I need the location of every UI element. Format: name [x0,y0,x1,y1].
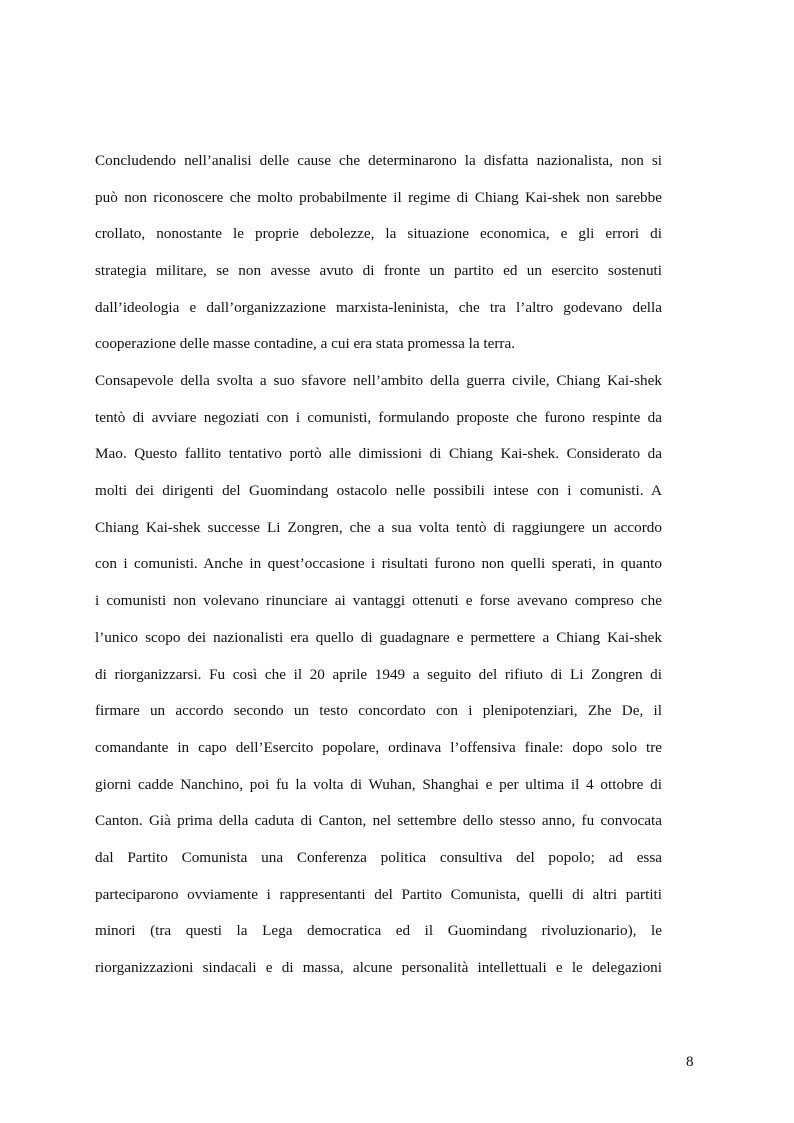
text-line: Chiang Kai-shek successe Li Zongren, che a sua volta tentò di raggiungere un accordo [95,518,662,536]
text-line: parteciparono ovviamente i rappresentanti del Partito Comunista, quelli di altri partiti [95,885,662,903]
text-line: Mao. Questo fallito tentativo portò alle dimissioni di Chiang Kai-shek. Considerato da [95,445,662,463]
text-line: Canton. Già prima della caduta di Canton, nel settembre dello stesso anno, fu convocata [95,812,662,830]
text-line: con i comunisti. Anche in quest’occasione i risultati furono non quelli sperati, in quanto [95,555,662,573]
text-line: i comunisti non volevano rinunciare ai vantaggi ottenuti e forse avevano compreso che [95,592,662,610]
text-line: dall’ideologia e dall’organizzazione marxista-leninista, che tra l’altro godevano della [95,298,662,316]
text-line: tentò di avviare negoziati con i comunisti, formulando proposte che furono respinte da [95,408,662,426]
text-line: comandante in capo dell’Esercito popolare, ordinava l’offensiva finale: dopo solo tre [95,738,662,756]
text-line: Consapevole della svolta a suo sfavore nell’ambito della guerra civile, Chiang Kai-shek [95,372,662,389]
text-line: giorni cadde Nanchino, poi fu la volta di Wuhan, Shanghai e per ultima il 4 ottobre di [95,775,662,793]
text-line: riorganizzazioni sindacali e di massa, alcune personalità intellettuali e le delegazioni [95,959,662,976]
text-line: Concludendo nell’analisi delle cause che determinarono la disfatta nazionalista, non si [95,152,662,169]
text-line: può non riconoscere che molto probabilmente il regime di Chiang Kai-shek non sarebbe [95,188,662,206]
text-line: dal Partito Comunista una Conferenza politica consultiva del popolo; ad essa [95,848,662,866]
text-line: cooperazione delle masse contadine, a cui era stata promessa la terra. [95,335,515,353]
text-line: di riorganizzarsi. Fu così che il 20 aprile 1949 a seguito del rifiuto di Li Zongren di [95,665,662,683]
text-line: molti dei dirigenti del Guomindang ostacolo nelle possibili intese con i comunisti. A [95,482,662,500]
text-line: strategia militare, se non avesse avuto di fronte un partito ed un esercito sostenuti [95,262,662,280]
paragraph-1 [95,143,662,363]
text-line: minori (tra questi la Lega democratica ed il Guomindang rivoluzionario), le [95,922,662,940]
page-number: 8 [686,1054,694,1070]
text-line: crollato, nonostante le proprie debolezze, la situazione economica, e gli errori di [95,225,662,243]
text-line: l’unico scopo dei nazionalisti era quello di guadagnare e permettere a Chiang Kai-shek [95,628,662,646]
paragraph-2 [95,363,662,987]
text-line: firmare un accordo secondo un testo concordato con i plenipotenziari, Zhe De, il [95,702,662,720]
